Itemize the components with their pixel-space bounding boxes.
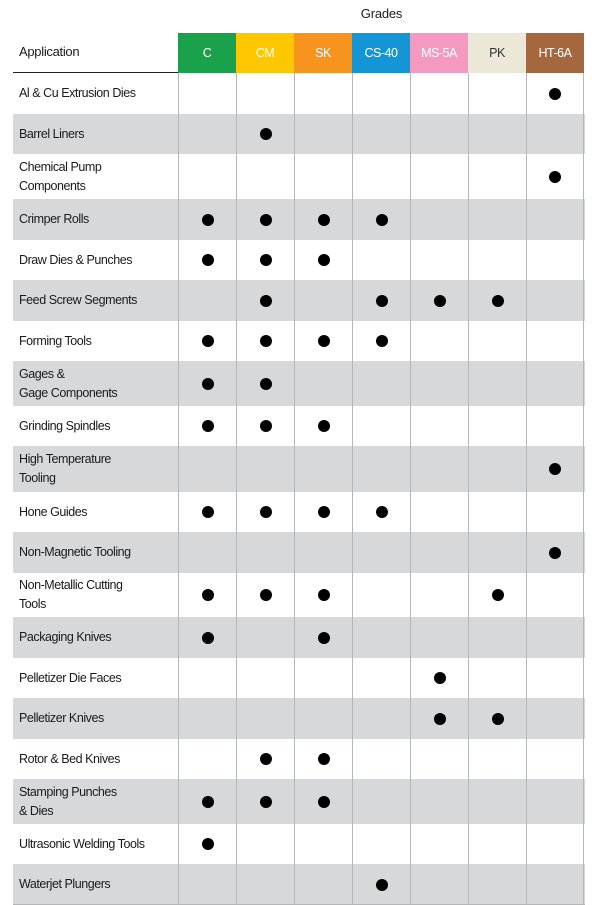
grade-cell-cs40 <box>352 698 410 739</box>
grade-cell-cm <box>236 658 294 698</box>
applicable-dot-icon <box>376 335 388 347</box>
table-row <box>13 532 585 573</box>
grade-cell-c <box>178 240 236 280</box>
application-name: Feed Screw Segments <box>19 293 137 307</box>
grade-cell-ht6a <box>526 573 584 617</box>
table-row <box>13 446 585 492</box>
application-cell <box>13 532 178 573</box>
grade-cell-ms5a <box>410 532 468 573</box>
grade-cell-ht6a <box>526 240 584 280</box>
grade-cell-sk <box>294 406 352 446</box>
grade-cell-sk <box>294 739 352 779</box>
grade-cell-pk <box>468 864 526 905</box>
applicable-dot-icon <box>260 254 272 266</box>
grade-cell-ms5a <box>410 154 468 199</box>
applicable-dot-icon <box>260 128 272 140</box>
application-cell <box>13 199 178 240</box>
table-row <box>13 240 585 280</box>
grade-cell-cs40 <box>352 406 410 446</box>
grade-cell-pk <box>468 446 526 492</box>
application-name: Forming Tools <box>19 333 92 348</box>
grade-cell-pk <box>468 573 526 617</box>
grade-cell-cm <box>236 321 294 361</box>
applicable-dot-icon <box>318 254 330 266</box>
grade-cell-ht6a <box>526 617 584 658</box>
applicable-dot-icon <box>434 295 446 307</box>
grade-cell-pk <box>468 492 526 532</box>
applicable-dot-icon <box>492 589 504 601</box>
application-name: Waterjet Plungers <box>19 877 111 891</box>
application-name: Hone Guides <box>19 504 88 519</box>
grade-cell-sk <box>294 240 352 280</box>
application-name: Crimper Rolls <box>19 212 89 226</box>
grade-cell-sk <box>294 532 352 573</box>
application-name: Al & Cu Extrusion Dies <box>19 86 136 100</box>
grade-header-ms5a: MS-5A <box>410 33 468 73</box>
application-name: High Temperature Tooling <box>19 452 111 485</box>
application-name: Pelletizer Knives <box>19 711 104 725</box>
grade-cell-c <box>178 779 236 824</box>
grade-cell-cs40 <box>352 73 410 114</box>
grade-cell-cm <box>236 446 294 492</box>
application-cell <box>13 280 178 321</box>
applicable-dot-icon <box>376 879 388 891</box>
grade-cell-sk <box>294 824 352 864</box>
grade-header-row <box>178 33 584 73</box>
applicable-dot-icon <box>260 214 272 226</box>
grade-cell-ht6a <box>526 280 584 321</box>
grade-cell-cs40 <box>352 114 410 154</box>
grade-cell-ht6a <box>526 154 584 199</box>
grade-cell-sk <box>294 573 352 617</box>
applicable-dot-icon <box>549 463 561 475</box>
applicable-dot-icon <box>318 796 330 808</box>
applicable-dot-icon <box>260 506 272 518</box>
table-row <box>13 573 585 617</box>
grade-cell-cs40 <box>352 739 410 779</box>
applicable-dot-icon <box>260 796 272 808</box>
grade-cell-cs40 <box>352 573 410 617</box>
applicable-dot-icon <box>260 335 272 347</box>
table-row <box>13 361 585 406</box>
grade-cell-pk <box>468 779 526 824</box>
application-cell <box>13 864 178 905</box>
applicable-dot-icon <box>260 295 272 307</box>
grade-cell-ht6a <box>526 739 584 779</box>
grade-cell-pk <box>468 739 526 779</box>
applicable-dot-icon <box>260 420 272 432</box>
grade-cell-cm <box>236 240 294 280</box>
grade-cell-sk <box>294 361 352 406</box>
grade-cell-cm <box>236 361 294 406</box>
applicable-dot-icon <box>202 838 214 850</box>
grade-cell-cs40 <box>352 321 410 361</box>
grade-cell-ht6a <box>526 199 584 240</box>
grade-cell-pk <box>468 532 526 573</box>
grade-cell-sk <box>294 698 352 739</box>
grade-cell-pk <box>468 321 526 361</box>
table-row <box>13 864 585 905</box>
applicable-dot-icon <box>376 295 388 307</box>
grade-cell-ms5a <box>410 240 468 280</box>
grade-cell-cs40 <box>352 199 410 240</box>
grade-cell-ms5a <box>410 658 468 698</box>
application-cell <box>13 321 178 361</box>
grade-cell-pk <box>468 154 526 199</box>
grade-cell-cm <box>236 617 294 658</box>
grade-cell-cm <box>236 573 294 617</box>
applicable-dot-icon <box>202 335 214 347</box>
table-row <box>13 658 585 698</box>
grade-cell-cs40 <box>352 154 410 199</box>
grade-cell-c <box>178 532 236 573</box>
grade-cell-cm <box>236 779 294 824</box>
application-name: Barrel Liners <box>19 126 85 141</box>
applicable-dot-icon <box>492 295 504 307</box>
grade-cell-cs40 <box>352 617 410 658</box>
grade-cell-ht6a <box>526 446 584 492</box>
application-cell <box>13 824 178 864</box>
application-cell <box>13 114 178 154</box>
grade-cell-pk <box>468 280 526 321</box>
grade-cell-c <box>178 154 236 199</box>
applicable-dot-icon <box>376 214 388 226</box>
grade-cell-cm <box>236 73 294 114</box>
grade-cell-pk <box>468 824 526 864</box>
grade-cell-cs40 <box>352 280 410 321</box>
grade-cell-ht6a <box>526 532 584 573</box>
grade-cell-pk <box>468 698 526 739</box>
grade-cell-ht6a <box>526 698 584 739</box>
grade-cell-ms5a <box>410 492 468 532</box>
application-name: Rotor & Bed Knives <box>19 751 120 766</box>
application-cell <box>13 73 178 114</box>
applicable-dot-icon <box>434 672 446 684</box>
grade-header-sk: SK <box>294 33 352 73</box>
grade-cell-pk <box>468 406 526 446</box>
grade-cell-c <box>178 617 236 658</box>
table-row <box>13 779 585 824</box>
applicable-dot-icon <box>318 753 330 765</box>
grade-cell-ht6a <box>526 361 584 406</box>
table-row <box>13 824 585 864</box>
grade-cell-ms5a <box>410 280 468 321</box>
grades-title: Grades <box>360 6 403 21</box>
application-name: Ultrasonic Welding Tools <box>19 836 145 851</box>
application-cell <box>13 492 178 532</box>
grade-cell-c <box>178 698 236 739</box>
application-cell <box>13 361 178 406</box>
grade-cell-cm <box>236 739 294 779</box>
application-cell <box>13 698 178 739</box>
grade-cell-sk <box>294 779 352 824</box>
grade-cell-pk <box>468 240 526 280</box>
grade-cell-ms5a <box>410 779 468 824</box>
table-row <box>13 492 585 532</box>
grade-cell-c <box>178 321 236 361</box>
grade-cell-sk <box>294 321 352 361</box>
grade-cell-cs40 <box>352 779 410 824</box>
grade-cell-cm <box>236 532 294 573</box>
grade-cell-sk <box>294 73 352 114</box>
grade-cell-sk <box>294 199 352 240</box>
applicable-dot-icon <box>318 214 330 226</box>
applicable-dot-icon <box>202 420 214 432</box>
grade-cell-ms5a <box>410 73 468 114</box>
applicable-dot-icon <box>549 88 561 100</box>
application-cell <box>13 573 178 617</box>
applicable-dot-icon <box>434 713 446 725</box>
table-row <box>13 739 585 779</box>
application-name: Packaging Knives <box>19 630 112 644</box>
application-cell <box>13 658 178 698</box>
grade-cell-cm <box>236 492 294 532</box>
grade-cell-cs40 <box>352 532 410 573</box>
grade-cell-cm <box>236 824 294 864</box>
application-name: Pelletizer Die Faces <box>19 670 122 685</box>
grade-header-c: C <box>178 33 236 73</box>
grade-header-pk: PK <box>468 33 526 73</box>
grade-cell-ms5a <box>410 617 468 658</box>
applicable-dot-icon <box>318 335 330 347</box>
grade-cell-cs40 <box>352 658 410 698</box>
grade-header-cm: CM <box>236 33 294 73</box>
grade-cell-cm <box>236 114 294 154</box>
application-cell <box>13 446 178 492</box>
grade-cell-c <box>178 280 236 321</box>
grade-cell-ht6a <box>526 73 584 114</box>
grade-cell-ht6a <box>526 492 584 532</box>
grade-cell-pk <box>468 199 526 240</box>
grade-cell-ht6a <box>526 658 584 698</box>
grade-cell-ht6a <box>526 321 584 361</box>
grade-header-ht6a: HT-6A <box>526 33 584 73</box>
grade-cell-sk <box>294 864 352 905</box>
grade-cell-c <box>178 864 236 905</box>
grade-cell-cm <box>236 406 294 446</box>
grade-cell-sk <box>294 154 352 199</box>
grade-cell-ht6a <box>526 779 584 824</box>
grade-cell-cm <box>236 280 294 321</box>
grade-cell-pk <box>468 658 526 698</box>
applicable-dot-icon <box>260 753 272 765</box>
grade-cell-cs40 <box>352 864 410 905</box>
table-row <box>13 321 585 361</box>
grade-cell-sk <box>294 492 352 532</box>
table-row <box>13 617 585 658</box>
application-name: Chemical Pump Components <box>19 159 102 193</box>
application-name: Non-Metallic Cutting Tools <box>19 578 123 611</box>
grade-cell-cm <box>236 698 294 739</box>
applicable-dot-icon <box>202 214 214 226</box>
grade-cell-c <box>178 114 236 154</box>
grade-cell-ms5a <box>410 824 468 864</box>
applicable-dot-icon <box>260 378 272 390</box>
table-row <box>13 698 585 739</box>
grade-cell-ms5a <box>410 321 468 361</box>
applicable-dot-icon <box>202 506 214 518</box>
application-name: Grinding Spindles <box>19 418 111 433</box>
grade-cell-cs40 <box>352 824 410 864</box>
grade-cell-c <box>178 739 236 779</box>
application-cell <box>13 240 178 280</box>
grade-cell-ht6a <box>526 406 584 446</box>
grade-cell-cs40 <box>352 240 410 280</box>
grade-cell-pk <box>468 114 526 154</box>
grade-cell-sk <box>294 446 352 492</box>
grade-cell-ms5a <box>410 361 468 406</box>
grade-header-cs40: CS-40 <box>352 33 410 73</box>
table-row <box>13 280 585 321</box>
grade-cell-pk <box>468 73 526 114</box>
table-row <box>13 114 585 154</box>
application-cell <box>13 154 178 199</box>
grade-cell-cm <box>236 154 294 199</box>
applicable-dot-icon <box>260 589 272 601</box>
table-row <box>13 154 585 199</box>
application-cell <box>13 617 178 658</box>
grade-cell-ht6a <box>526 114 584 154</box>
applicable-dot-icon <box>549 547 561 559</box>
applicable-dot-icon <box>202 254 214 266</box>
table-row <box>13 199 585 240</box>
applicable-dot-icon <box>376 506 388 518</box>
applicable-dot-icon <box>318 589 330 601</box>
grade-cell-sk <box>294 280 352 321</box>
grade-cell-cs40 <box>352 446 410 492</box>
grade-cell-pk <box>468 361 526 406</box>
applicable-dot-icon <box>202 589 214 601</box>
application-cell <box>13 406 178 446</box>
grade-cell-ms5a <box>410 864 468 905</box>
application-name: Gages & Gage Components <box>19 366 118 400</box>
grade-cell-cs40 <box>352 492 410 532</box>
applicable-dot-icon <box>318 506 330 518</box>
applicable-dot-icon <box>492 713 504 725</box>
grade-cell-c <box>178 199 236 240</box>
application-name: Stamping Punches & Dies <box>19 784 117 818</box>
grade-cell-ms5a <box>410 199 468 240</box>
grade-cell-ms5a <box>410 573 468 617</box>
grade-cell-ms5a <box>410 739 468 779</box>
grade-cell-ms5a <box>410 698 468 739</box>
grade-cell-pk <box>468 617 526 658</box>
grade-cell-ht6a <box>526 864 584 905</box>
applicable-dot-icon <box>202 796 214 808</box>
applicable-dot-icon <box>549 171 561 183</box>
grade-cell-c <box>178 658 236 698</box>
grade-cell-sk <box>294 658 352 698</box>
applicable-dot-icon <box>202 632 214 644</box>
application-cell <box>13 739 178 779</box>
grade-cell-ms5a <box>410 114 468 154</box>
grade-cell-cs40 <box>352 361 410 406</box>
application-name: Draw Dies & Punches <box>19 252 133 267</box>
grade-cell-c <box>178 406 236 446</box>
grade-cell-c <box>178 492 236 532</box>
table-row <box>13 406 585 446</box>
grade-cell-c <box>178 73 236 114</box>
grade-cell-c <box>178 824 236 864</box>
grade-cell-c <box>178 573 236 617</box>
applicable-dot-icon <box>318 420 330 432</box>
table-row <box>13 73 585 114</box>
applicable-dot-icon <box>318 632 330 644</box>
grade-cell-ht6a <box>526 824 584 864</box>
application-grade-table <box>13 73 585 905</box>
applicable-dot-icon <box>202 378 214 390</box>
grade-cell-cm <box>236 864 294 905</box>
grade-cell-c <box>178 361 236 406</box>
application-cell <box>13 779 178 824</box>
grade-cell-sk <box>294 617 352 658</box>
grade-cell-sk <box>294 114 352 154</box>
grade-cell-c <box>178 446 236 492</box>
grade-cell-cm <box>236 199 294 240</box>
application-column-header: Application <box>19 44 80 59</box>
grade-cell-ms5a <box>410 446 468 492</box>
application-name: Non-Magnetic Tooling <box>19 545 131 559</box>
grade-cell-ms5a <box>410 406 468 446</box>
